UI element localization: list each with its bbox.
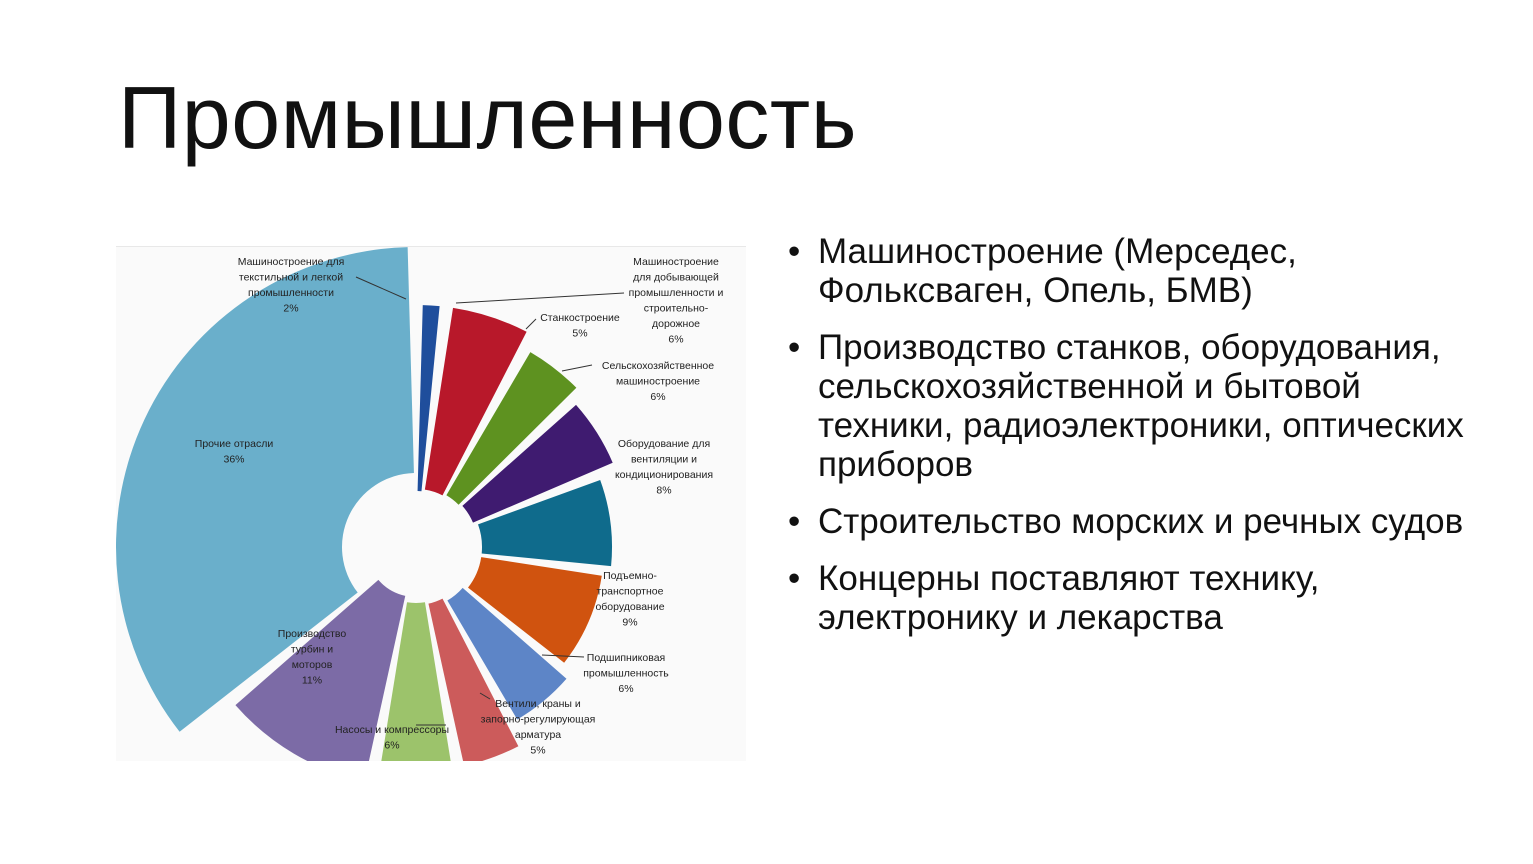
slide-title: Промышленность <box>118 68 858 167</box>
slice-label: Подшипниковая промышленность 6% <box>583 652 669 695</box>
pie-chart <box>116 246 746 761</box>
slice-label: Подъемно-транспортное оборудование 9% <box>595 570 665 629</box>
slice-label: Вентили, краны и запорно-регулирующая арматура 5% <box>480 698 596 757</box>
pie-chart-svg <box>116 247 746 761</box>
slice-label: Машиностроение для добывающей промышленности и строительно-дорожное 6% <box>628 256 724 346</box>
leader-line <box>456 293 624 303</box>
bullet-list <box>788 232 1488 655</box>
slice-label: Насосы и компрессоры 6% <box>334 724 450 752</box>
slice-label: Производство турбин и моторов 11% <box>277 628 347 687</box>
bullet-item: • Концерны поставляют технику, электронику и лекарства <box>788 559 1488 637</box>
slice-label: Прочие отрасли 36% <box>194 438 274 466</box>
leader-line <box>562 365 592 371</box>
slice-label: Машиностроение для текстильной и легкой промышленности 2% <box>237 256 345 315</box>
slice-label: Сельскохозяйственное машиностроение 6% <box>601 360 715 403</box>
slice-label: Оборудование для вентиляции и кондиционирования 8% <box>614 438 714 497</box>
bullet-item: • Строительство морских и речных судов <box>788 502 1488 541</box>
slice-label: Станкостроение 5% <box>540 312 620 340</box>
bullet-item: • Производство станков, оборудования, сельскохозяйственной и бытовой техники, радиоэлектроники, оптических приборов <box>788 328 1488 484</box>
leader-line <box>526 319 536 329</box>
bullet-item: • Машиностроение (Мерседес, Фольксваген, Опель, БМВ) <box>788 232 1488 310</box>
